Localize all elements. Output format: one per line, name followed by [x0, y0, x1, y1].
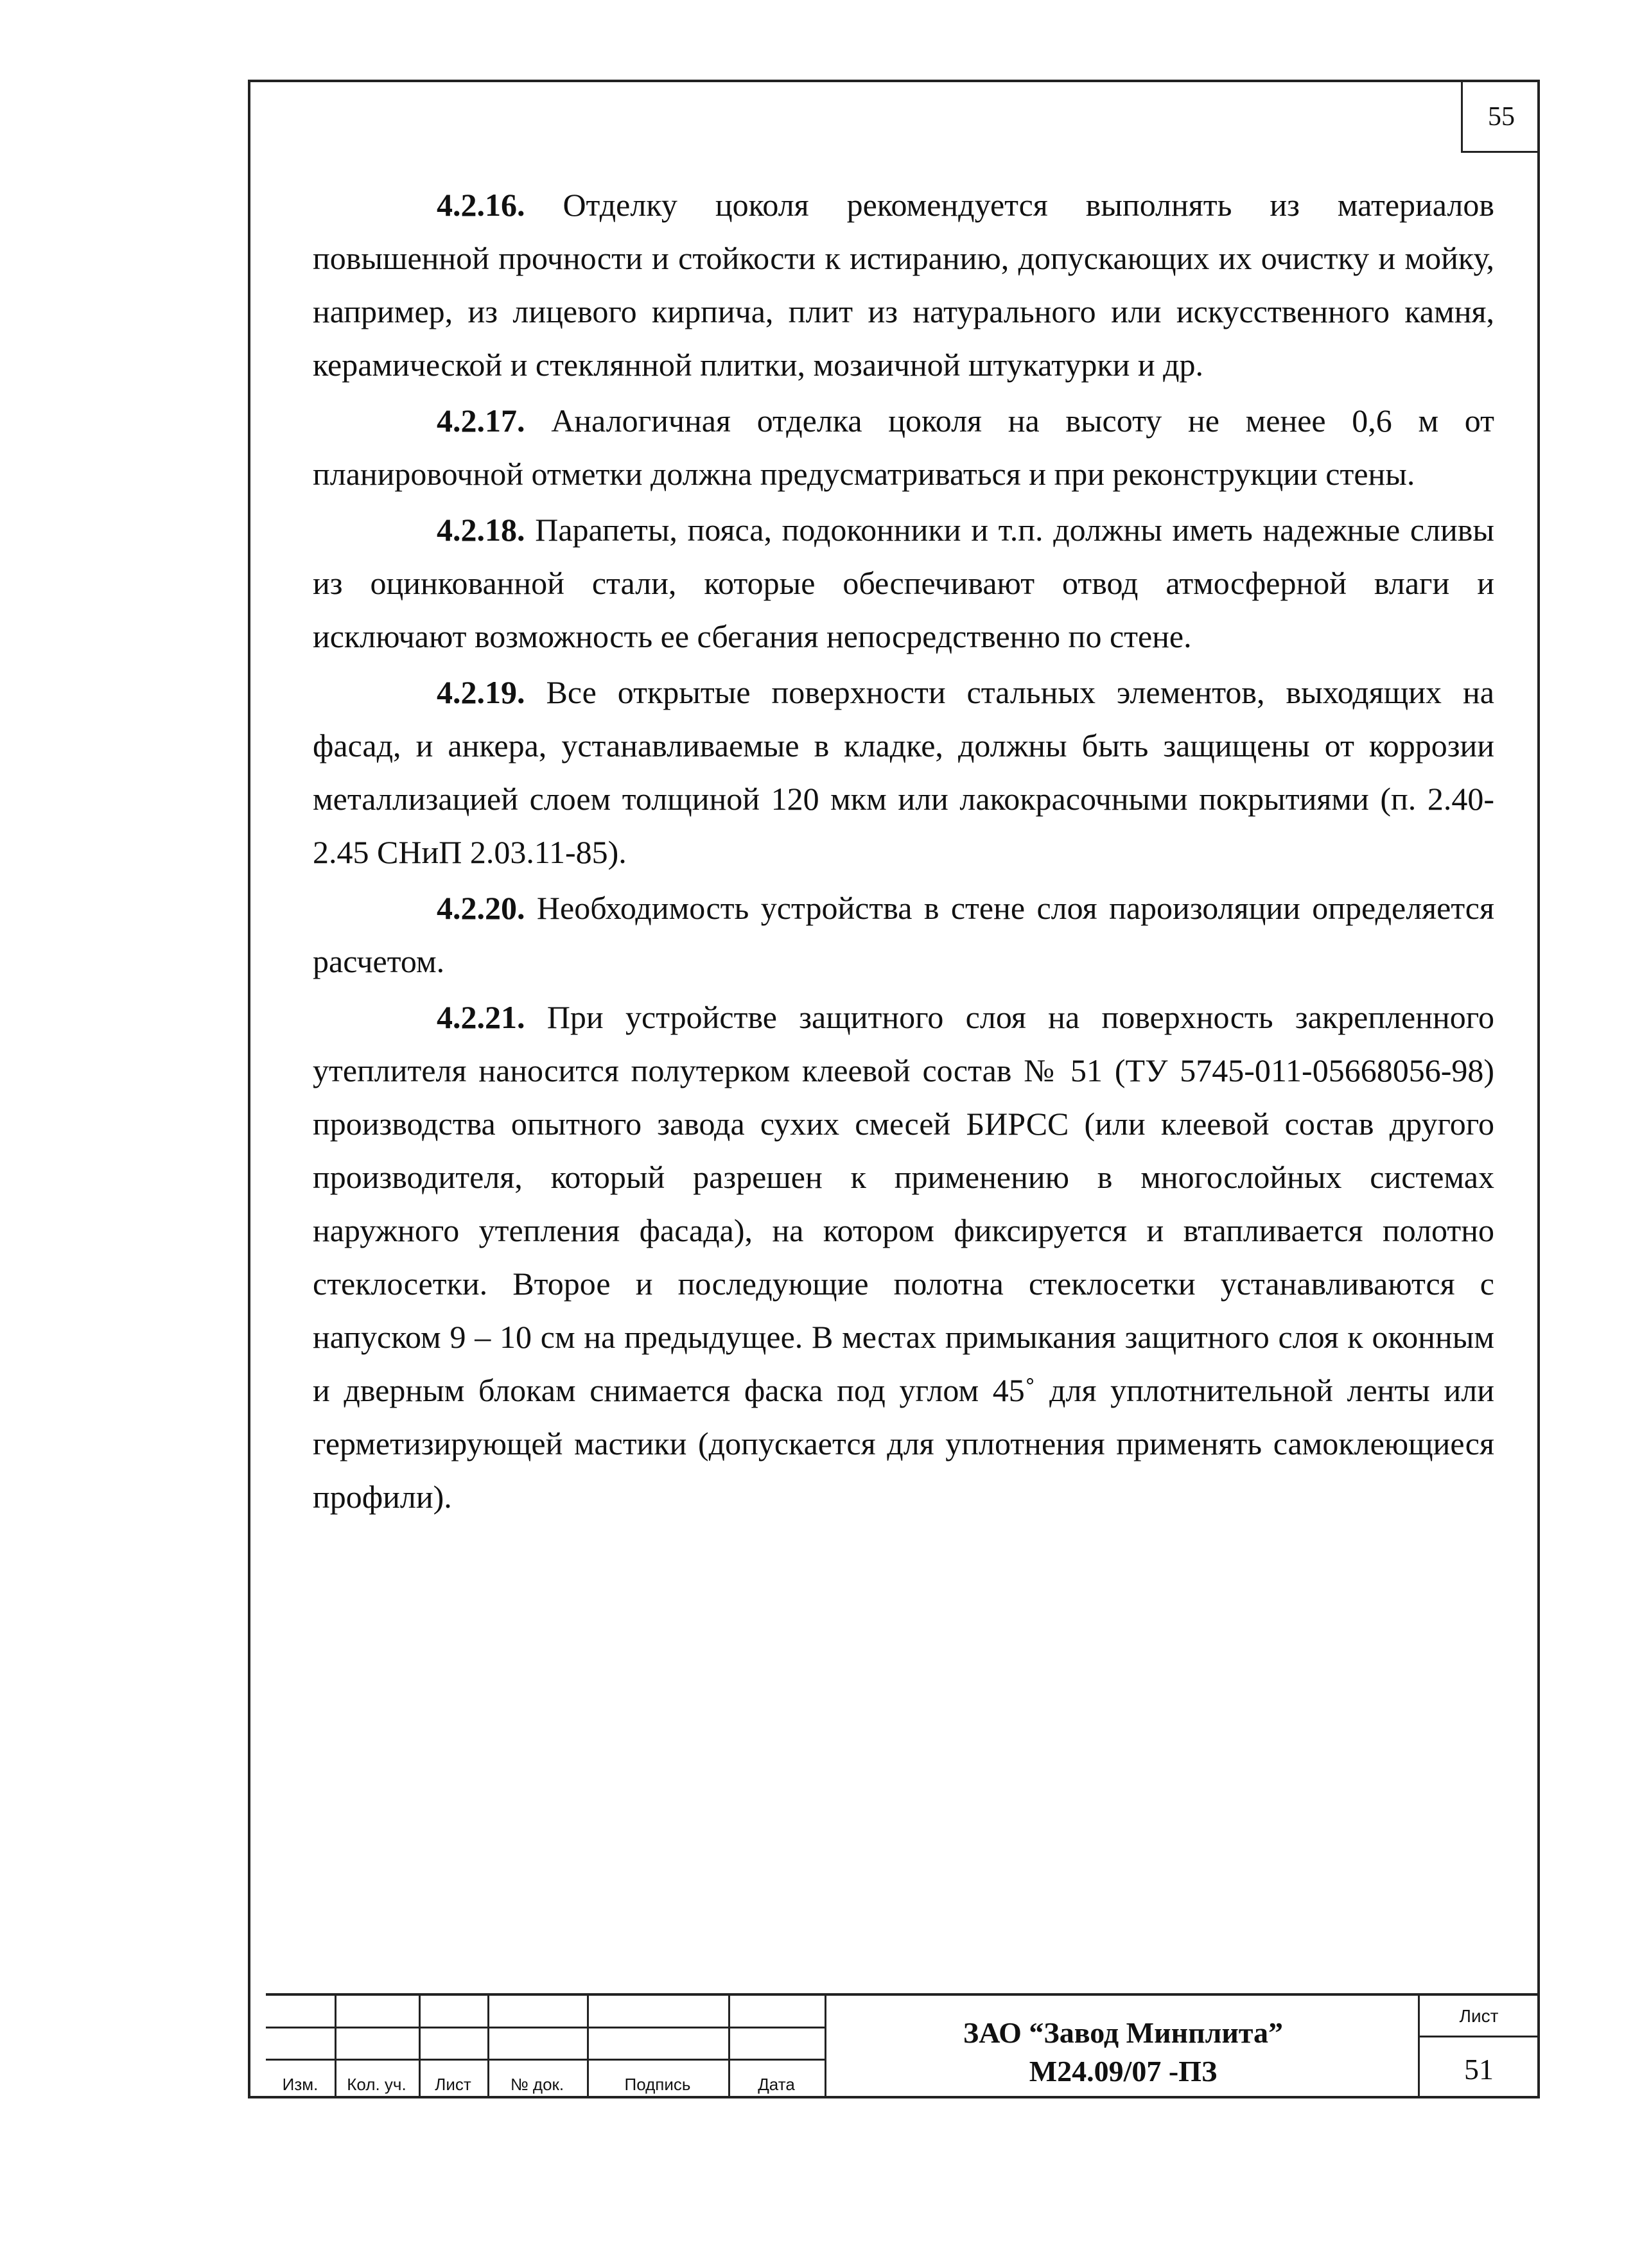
sheet-number: 51 [1464, 2053, 1494, 2086]
paragraph-text: Необходимость устройства в стене слоя пароизоляции определяется расчетом. [313, 890, 1494, 979]
title-block [266, 1993, 1540, 2098]
sheet-label: Лист [1459, 2006, 1499, 2026]
paragraph-number: 4.2.17. [437, 403, 525, 439]
title-block-rule [266, 2059, 825, 2061]
organization-block [831, 2014, 1415, 2091]
document-code: М24.09/07 -ПЗ [1029, 2055, 1218, 2088]
title-block-divider [825, 1996, 826, 2098]
column-label: Подпись [624, 2075, 691, 2094]
paragraph [313, 503, 1494, 663]
paragraph [313, 666, 1494, 879]
paragraph-text: Все открытые поверхности стальных элементов, выходящих на фасад, и анкера, устанавливаемые в кладке, должны быть защищены от коррозии металлизацией слоем толщиной 120 мкм или лакокрасочными покрытиями (п. 2.40-2.45 СНиП 2.03.11-85). [313, 674, 1494, 870]
column-label: Лист [435, 2075, 471, 2094]
paragraph-text: При устройстве защитного слоя на поверхность закрепленного утеплителя наносится полутерком клеевой состав № 51 (ТУ 5745-011-05668056-98) производства опытного завода сухих смесей БИРСС (или клеевой состав другого производителя, который разрешен к применению в многослойных системах наружного утепления фасада), на котором фиксируется и втапливается полотно стеклосетки. Второе и последующие полотна стеклосетки устанавливаются с напуском 9 – 10 см на предыдущее. В местах примыкания защитного слоя к оконным и дверным блокам снимается фаска под углом 45˚ для уплотнительной ленты или герметизирующей мастики (допускается для уплотнения применять самоклеющиеся профили). [313, 999, 1494, 1515]
paragraph-number: 4.2.20. [437, 890, 525, 926]
organization-name: ЗАО “Завод Минплита” [963, 2016, 1284, 2049]
paragraph [313, 991, 1494, 1524]
column-label: Кол. уч. [347, 2075, 406, 2094]
paragraph-text: Отделку цоколя рекомендуется выполнять из материалов повышенной прочности и стойкости к истиранию, допускающих их очистку и мойку, например, из лицевого кирпича, плит из натурального или искусственного камня, керамической и стеклянной плитки, мозаичной штукатурки и др. [313, 187, 1494, 383]
paragraph [313, 394, 1494, 501]
document-body [313, 179, 1494, 1526]
title-block-rule [1418, 2036, 1540, 2037]
column-label: Дата [758, 2075, 795, 2094]
paragraph-number: 4.2.19. [437, 674, 525, 710]
paragraph-number: 4.2.16. [437, 187, 525, 223]
page-number-box [1461, 82, 1540, 153]
paragraph [313, 882, 1494, 988]
paragraph-text: Парапеты, пояса, подоконники и т.п. должны иметь надежные сливы из оцинкованной стали, которые обеспечивают отвод атмосферной влаги и исключают возможность ее сбегания непосредственно по стене. [313, 512, 1494, 654]
paragraph-text: Аналогичная отделка цоколя на высоту не менее 0,6 м от планировочной отметки должна предусматриваться и при реконструкции стены. [313, 403, 1494, 492]
paragraph [313, 179, 1494, 392]
paragraph-number: 4.2.18. [437, 512, 525, 548]
column-label: № док. [510, 2075, 564, 2094]
paragraph-number: 4.2.21. [437, 999, 525, 1035]
title-block-rule [266, 2027, 825, 2028]
page-number: 55 [1488, 101, 1515, 132]
column-label: Изм. [282, 2075, 319, 2094]
